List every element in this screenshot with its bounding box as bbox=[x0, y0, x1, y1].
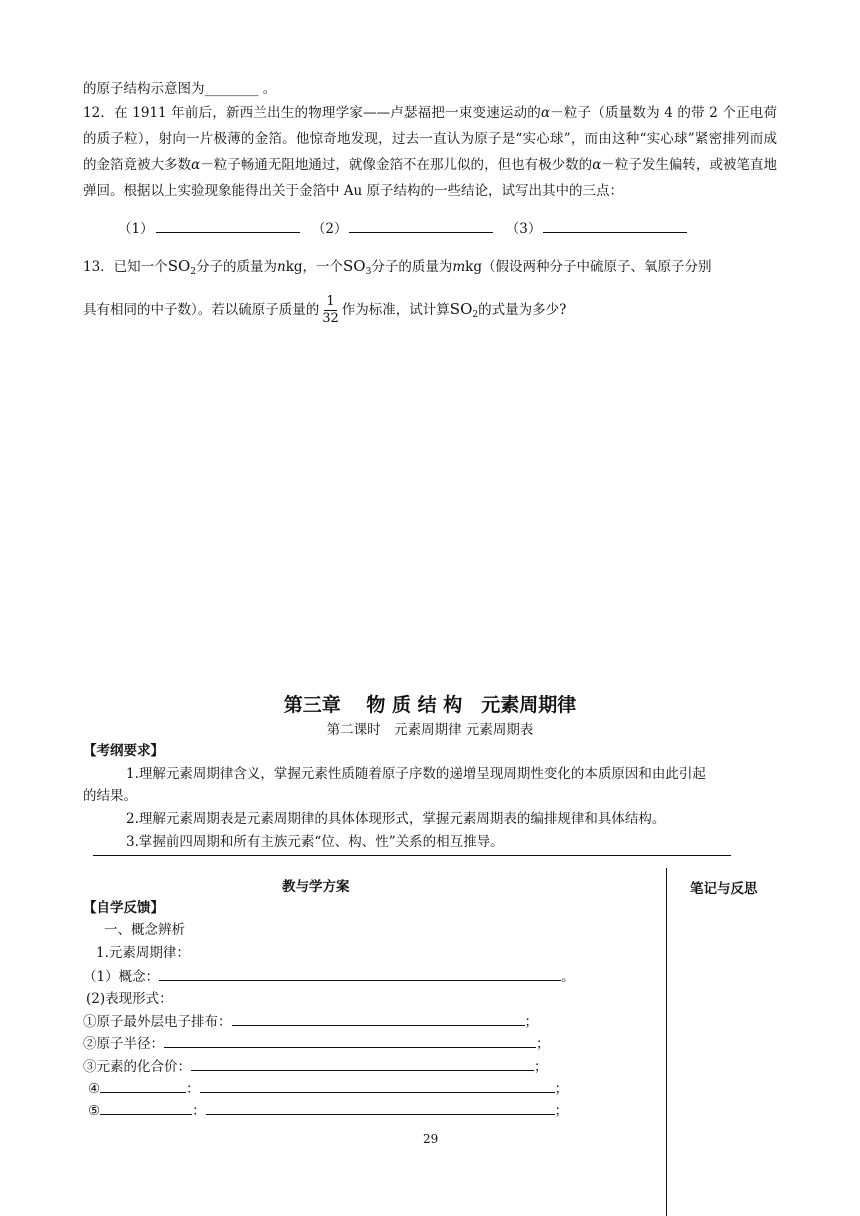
so2-subscript: 2 bbox=[190, 267, 196, 277]
plan-heading: 教与学方案 bbox=[282, 879, 350, 895]
question-13-line2 bbox=[83, 292, 566, 332]
feedback-heading: 【自学反馈】 bbox=[83, 900, 164, 916]
colon: ： bbox=[192, 1103, 206, 1119]
variable-n: n bbox=[277, 259, 286, 275]
q13-text: 分子的质量为 bbox=[196, 259, 277, 275]
q13-text: kg，一个 bbox=[285, 259, 344, 275]
form-row-3 bbox=[83, 1056, 548, 1078]
answer-3-blank[interactable] bbox=[543, 218, 687, 233]
q12-text-c: －粒子畅通无阻地通过，就像金箔不在那儿似的，但也有极少数的 bbox=[200, 157, 593, 173]
so2-formula: SO bbox=[167, 257, 191, 275]
semicolon: ； bbox=[536, 1036, 550, 1052]
requirement-2: 2.理解元素周期表是元素周期律的具体体现形式，掌握元素周期表的编排规律和具体结构。 bbox=[126, 811, 666, 827]
answer-2-blank[interactable] bbox=[349, 218, 493, 233]
semicolon: ； bbox=[554, 1081, 569, 1097]
alpha-symbol: α bbox=[191, 157, 201, 173]
form-2-label: ②原子半径： bbox=[83, 1036, 164, 1052]
q13-text: 分子的质量为 bbox=[371, 259, 453, 275]
q13-text: kg（假设两种分子中硫原子、氧原子分别 bbox=[465, 259, 712, 275]
page-number: 29 bbox=[423, 1132, 439, 1146]
answer-1-blank[interactable] bbox=[156, 218, 300, 233]
colon: ： bbox=[186, 1081, 200, 1097]
q13-text: 的式量为多少? bbox=[478, 302, 567, 318]
section-divider bbox=[93, 855, 731, 856]
q13-text: 作为标准，试计算 bbox=[341, 302, 450, 318]
notes-heading: 笔记与反思 bbox=[690, 881, 758, 897]
form-5-name-blank[interactable] bbox=[100, 1100, 192, 1115]
q12-text-a: 12．在 1911 年前后，新西兰出生的物理学家——卢瑟福把一束变速运动的 bbox=[83, 105, 542, 121]
concept-row bbox=[83, 966, 575, 988]
fraction-denominator: 32 bbox=[322, 311, 339, 326]
form-5-blank[interactable] bbox=[206, 1100, 555, 1115]
previous-question-tail: 的原子结构示意图为________ 。 bbox=[83, 81, 277, 97]
alpha-symbol: α bbox=[541, 105, 551, 121]
form-row-5 bbox=[88, 1100, 568, 1122]
concept-blank[interactable] bbox=[159, 966, 561, 981]
form-3-blank[interactable] bbox=[191, 1056, 534, 1071]
period: 。 bbox=[561, 969, 575, 985]
column-divider bbox=[666, 868, 667, 1216]
q13-text: 13．已知一个 bbox=[83, 259, 168, 275]
q12-text-d: －粒子发生偏转，或被笔直地弹回。根据以上实验现象能得出关于金箔中 Au 原子结构的一些结论，试写出其中的三点： bbox=[83, 157, 778, 199]
requirements-heading: 【考纲要求】 bbox=[83, 743, 164, 759]
forms-label: (2)表现形式： bbox=[86, 991, 173, 1007]
answer-1-label: （1） bbox=[118, 221, 154, 237]
semicolon: ； bbox=[524, 1014, 538, 1030]
fraction bbox=[322, 294, 339, 327]
so2-subscript: 2 bbox=[472, 310, 479, 320]
form-4-name-blank[interactable] bbox=[100, 1078, 186, 1093]
requirement-1: 1.理解元素周期律含义，掌握元素性质随着原子序数的递增呈现周期性变化的本质原因和由此引起 bbox=[126, 766, 706, 782]
form-1-label: ①原子最外层电子排布： bbox=[83, 1014, 232, 1030]
q12-answers bbox=[118, 218, 689, 240]
so3-subscript: 3 bbox=[365, 267, 372, 277]
fraction-numerator: 1 bbox=[326, 294, 335, 309]
item-1-title: 1.元素周期律： bbox=[96, 945, 190, 961]
question-13-line1 bbox=[83, 255, 711, 283]
so3-formula: SO bbox=[343, 257, 366, 275]
lesson-title: 第二课时 元素周期律 元素周期表 bbox=[326, 722, 534, 738]
q13-text: 具有相同的中子数）。若以硫原子质量的 bbox=[83, 302, 320, 318]
form-3-label: ③元素的化合价： bbox=[83, 1059, 191, 1075]
alpha-symbol: α bbox=[592, 157, 602, 173]
question-12 bbox=[83, 100, 777, 204]
form-1-blank[interactable] bbox=[232, 1011, 525, 1026]
semicolon: ； bbox=[554, 1103, 569, 1119]
concept-label: （1）概念： bbox=[83, 969, 160, 985]
form-row-1 bbox=[83, 1011, 538, 1033]
answer-2-label: （2） bbox=[311, 221, 348, 237]
requirement-3: 3.掌握前四周期和所有主族元素“位、构、性”关系的相互推导。 bbox=[126, 834, 504, 850]
semicolon: ； bbox=[534, 1059, 548, 1075]
so2-formula: SO bbox=[449, 300, 473, 318]
section-1-title: 一、概念辨析 bbox=[104, 922, 185, 938]
form-4-label: ④ bbox=[88, 1081, 101, 1097]
requirement-1-cont: 的结果。 bbox=[83, 788, 137, 804]
form-2-blank[interactable] bbox=[164, 1033, 536, 1048]
form-5-label: ⑤ bbox=[88, 1103, 101, 1119]
form-4-blank[interactable] bbox=[200, 1078, 555, 1093]
form-row-4 bbox=[88, 1078, 568, 1100]
q12-text-b: －粒子（质量数为 4 的带 2 个正电荷的质子粒），射向一片极薄的金箔。他惊奇地发现，过去一直认为原子是“实心球”，而由这种“实心球”紧密排列而成的金箔竟被大多数 bbox=[83, 105, 777, 173]
variable-m: m bbox=[452, 259, 466, 275]
answer-3-label: （3） bbox=[505, 221, 542, 237]
form-row-2 bbox=[83, 1033, 550, 1055]
chapter-title: 第三章 物 质 结 构 元素周期律 bbox=[283, 694, 577, 716]
